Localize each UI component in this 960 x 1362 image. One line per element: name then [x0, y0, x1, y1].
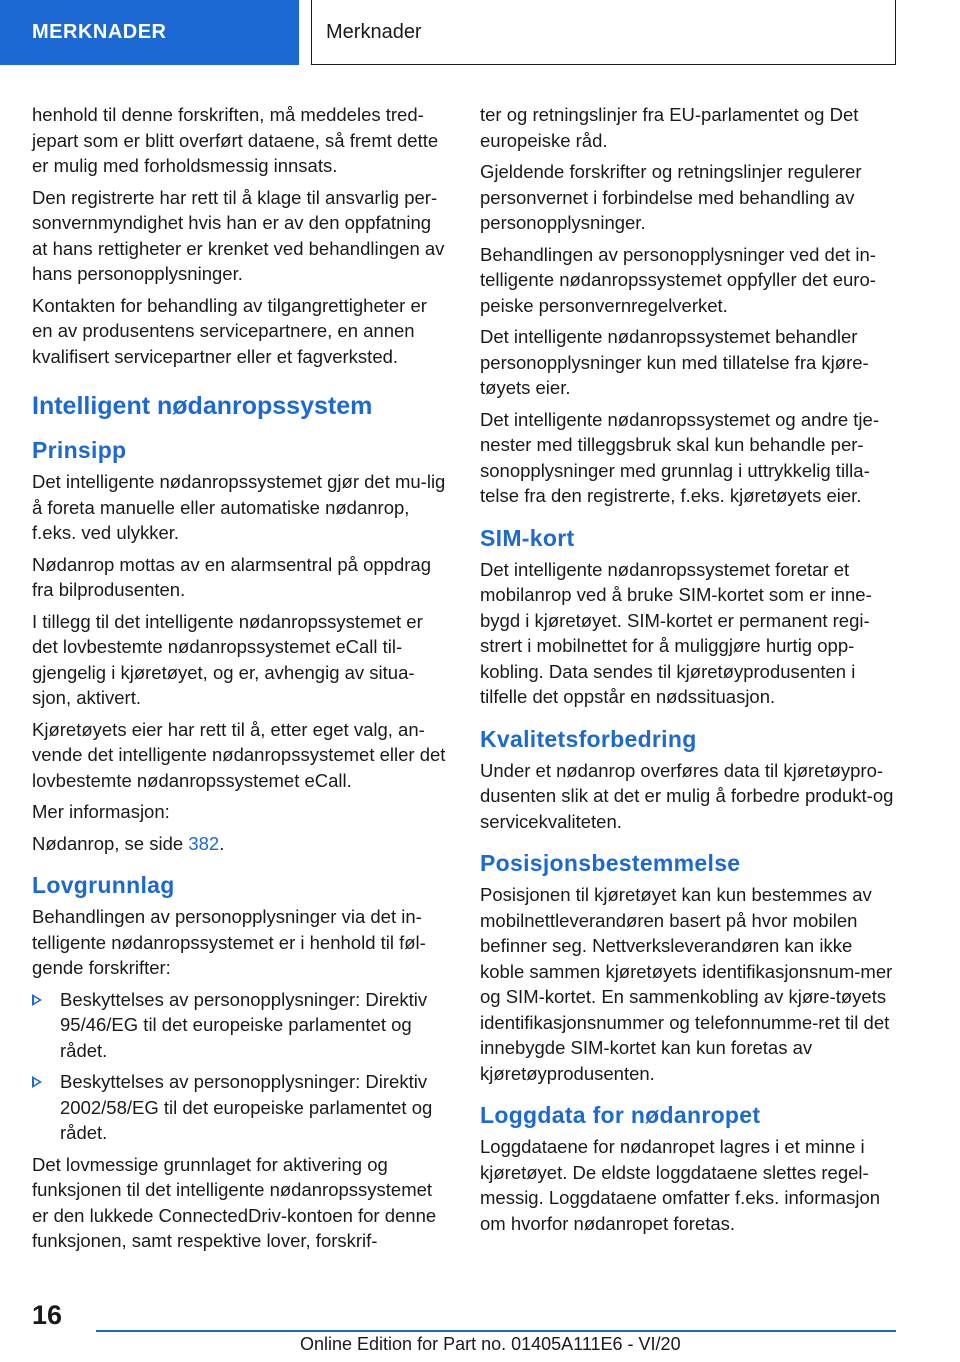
- paragraph: Det lovmessige grunnlaget for aktivering og funksjonen til det intelligente nødanropssystemet er den lukkede ConnectedDriv-kontoen for denne funksjonen, samt respektive lover, forskrif-: [32, 1153, 437, 1251]
- subsection-heading-prinsipp: Prinsipp: [32, 437, 127, 463]
- paragraph: Gjeldende forskrifter og retningslinjer regulerer personvernet i forbindelse med behandling av personopplysninger.: [480, 161, 862, 233]
- paragraph: Kjøretøyets eier har rett til å, etter eget valg, an-vende det intelligente nødanropssystemet eller det lovbestemte nødanropssystemet eCall.: [32, 718, 446, 791]
- section-title: Intelligent nødanropssystem: [32, 392, 373, 420]
- paragraph: Det intelligente nødanropssystemet og andre tje-nester med tilleggsbruk skal kun behandle per-sonopplysninger med grunnlag i uttrykkelig tilla-telse fra den registrerte, f.eks. kjøretøyets eier.: [480, 408, 879, 506]
- cross-reference-end: .: [219, 832, 225, 854]
- paragraph: Loggdataene for nødanropet lagres i et minne i kjøretøyet. De eldste loggdataene slettes regel-messig. Loggdataene omfatter f.eks. informasjon om hvorfor nødanropet foretas.: [480, 1136, 881, 1234]
- page-header: [311, 0, 896, 65]
- chapter-tab-label: MERKNADER: [32, 21, 167, 43]
- paragraph: Nødanrop mottas av en alarmsentral på oppdrag fra bilprodusenten.: [32, 553, 431, 600]
- subsection-heading-posisjon: Posisjonsbestemmelse: [480, 850, 741, 876]
- triangle-bullet-icon: [32, 994, 42, 1006]
- page-link[interactable]: 382: [188, 832, 220, 854]
- bullet-list: [32, 987, 450, 1146]
- subsection-heading-simkort: SIM-kort: [480, 524, 575, 551]
- paragraph: I tillegg til det intelligente nødanropssystemet er det lovbestemte nødanropssystemet eCall til-gjengelig i kjøretøyet, og er, avhengig av situa-sjon, aktivert.: [32, 610, 423, 708]
- left-column: [32, 102, 450, 1260]
- paragraph: Behandlingen av personopplysninger ved det in-telligente nødanropssystemet oppfyller det euro-peiske personvernregelverket.: [480, 243, 876, 316]
- list-item: [32, 987, 450, 1064]
- paragraph: Under et nødanrop overføres data til kjøretøypro-dusenten slik at det er mulig å forbedre produkt-og servicekvaliteten.: [480, 759, 894, 832]
- paragraph: Mer informasjon:: [32, 801, 170, 822]
- paragraph: Posisjonen til kjøretøyet kan kun bestemmes av mobilnettleverandøren basert på hvor mobilen befinner seg. Nettverksleverandøren kan ikke koble sammen kjøretøyets identifikasjonsnum-mer og SIM-kortet. En sammenkobling av kjøre-tøyets identifikasjonsnummer og telefonnumme-ret til det innebygde SIM-kortet kan kun foretas av kjøretøyprodusenten.: [480, 884, 893, 1084]
- cross-reference: [32, 831, 450, 857]
- paragraph: Det intelligente nødanropssystemet foretar et mobilanrop ved å bruke SIM-kortet som er inne-bygd i kjøretøyet. SIM-kortet er permanent regi-strert i mobilnettet for å muliggjøre hurtig opp-kobling. Data sendes til kjøretøyprodusenten i tilfelle det oppstår en nødssituasjon.: [480, 558, 872, 707]
- paragraph: ter og retningslinjer fra EU-parlamentet og Det europeiske råd.: [480, 104, 859, 151]
- paragraph: Behandlingen av personopplysninger via det in-telligente nødanropssystemet er i henhold til føl-gende forskrifter:: [32, 906, 426, 978]
- cross-reference-text: Nødanrop, se side: [32, 832, 189, 854]
- footer-divider: [96, 1330, 896, 1332]
- subsection-heading-lovgrunnlag: Lovgrunnlag: [32, 872, 175, 898]
- subsection-heading-kvalitet: Kvalitetsforbedring: [480, 725, 697, 752]
- triangle-bullet-icon: [32, 1076, 42, 1088]
- paragraph: henhold til denne forskriften, må meddeles tred-jepart som er blitt overført dataene, så fremt dette er mulig med forholdsmessig innsats.: [32, 104, 439, 176]
- page-number: 16: [32, 1300, 63, 1330]
- paragraph: Kontakten for behandling av tilgangrettigheter er en av produsentens servicepartnere, en annen kvalifisert servicepartner eller et fagverksted.: [32, 294, 427, 367]
- footer-edition-text: Online Edition for Part no. 01405A111E6 - VI/20: [300, 1334, 681, 1354]
- paragraph: Den registrerte har rett til å klage til ansvarlig per-sonvernmyndighet hvis han er av den oppfatning at hans rettigheter er krenket ved behandlingen av hans personopplysninger.: [32, 186, 445, 284]
- list-item-text: Beskyttelses av personopplysninger: Direktiv 95/46/EG til det europeiske parlamentet og rådet.: [60, 988, 428, 1061]
- paragraph: Det intelligente nødanropssystemet gjør det mu-lig å foreta manuelle eller automatiske nødanrop, f.eks. ved ulykker.: [32, 471, 446, 543]
- chapter-tab: [0, 0, 299, 65]
- page-header-title: Merknader: [326, 20, 422, 43]
- subsection-heading-loggdata: Loggdata for nødanropet: [480, 1102, 761, 1128]
- paragraph: Det intelligente nødanropssystemet behandler personopplysninger kun med tillatelse fra kjøre-tøyets eier.: [480, 326, 869, 398]
- list-item: [32, 1069, 450, 1146]
- right-column: [480, 102, 898, 1242]
- list-item-text: Beskyttelses av personopplysninger: Direktiv 2002/58/EG til det europeiske parlamentet og rådet.: [60, 1071, 433, 1143]
